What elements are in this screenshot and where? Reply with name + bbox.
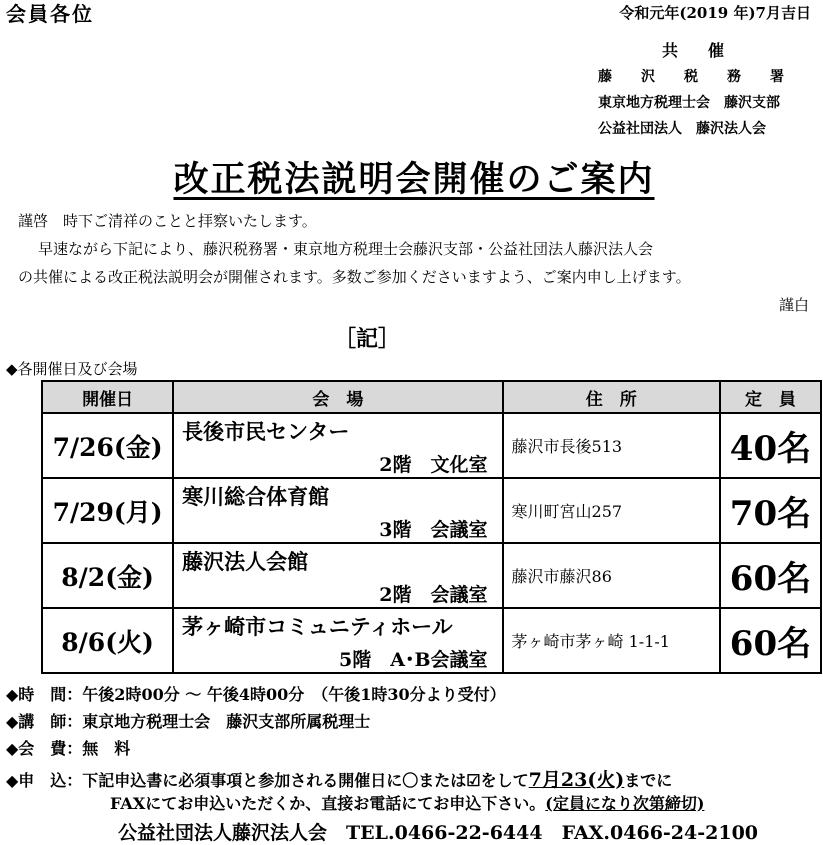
info-fee: ◆会 費：無 料 (6, 739, 131, 758)
venue-address: 寒川町宮山257 (503, 478, 720, 543)
table-header-row (42, 381, 821, 413)
venue-cell (173, 608, 502, 673)
venue-cell (173, 478, 502, 543)
session-date: 7/29(月) (42, 478, 173, 543)
table-row (42, 413, 821, 478)
header-address: 住 所 (503, 381, 720, 413)
venue-room: 2階 会議室 (379, 584, 488, 606)
apply-deadline: 7月23(火) (528, 769, 625, 791)
header-capacity: 定 員 (720, 381, 821, 413)
venue-cell (173, 413, 502, 478)
info-apply-line2 (110, 791, 704, 814)
header-venue: 会 場 (173, 381, 502, 413)
apply-suffix: までに (624, 771, 673, 790)
venue-address: 茅ヶ崎市茅ヶ崎 1-1-1 (503, 608, 720, 673)
organizers-heading: 共催 (662, 41, 755, 60)
capacity: 40名 (720, 413, 821, 478)
contact-info: 公益社団法人藤沢法人会 TEL.0466-22-6444 FAX.0466-24-2100 (118, 822, 759, 844)
venue-cell (173, 543, 502, 608)
session-date: 8/2(金) (42, 543, 173, 608)
capacity: 60名 (720, 608, 821, 673)
session-date: 8/6(火) (42, 608, 173, 673)
organizer-tax-accountants: 東京地方税理士会 藤沢支部 (598, 95, 780, 111)
info-apply (6, 765, 672, 792)
body-paragraph-1: 早速ながら下記により、藤沢税務署・東京地方税理士会藤沢支部・公益社団法人藤沢法人会 (38, 240, 654, 258)
venue-name: 寒川総合体育館 (182, 484, 330, 509)
apply-line2: FAXにてお申込いただくか、直接お電話にてお申込下さい。 (110, 794, 546, 813)
table-row (42, 478, 821, 543)
issue-date: 令和元年(2019 年)7月吉日 (619, 4, 811, 22)
page-title: 改正税法説明会開催のご案内 (173, 160, 655, 200)
apply-prefix: ◆申 込：下記申込書に必須事項と参加される開催日に〇または☑をして (6, 771, 529, 790)
header-date: 開催日 (42, 381, 173, 413)
schedule-label: ◆各開催日及び会場 (6, 360, 138, 378)
apply-note: (定員になり次第締切) (545, 794, 705, 813)
venue-room: 2階 文化室 (379, 454, 488, 476)
venue-name: 長後市民センター (182, 419, 350, 444)
venue-address: 藤沢市長後513 (503, 413, 720, 478)
venue-name: 藤沢法人会館 (182, 549, 309, 574)
venue-room: 3階 会議室 (379, 519, 488, 541)
organizer-tax-office: 藤沢税務署 (598, 69, 813, 85)
table-row (42, 543, 821, 608)
capacity: 70名 (720, 478, 821, 543)
capacity: 60名 (720, 543, 821, 608)
venue-name: 茅ヶ崎市コミュニティホール (182, 614, 453, 639)
venue-address: 藤沢市藤沢86 (503, 543, 720, 608)
title-wrap (14, 152, 814, 202)
closing: 謹白 (778, 296, 809, 314)
organizer-corporation-assoc: 公益社団法人 藤沢法人会 (598, 121, 766, 137)
venue-room: 5階 A･B会議室 (339, 649, 488, 671)
table-row (42, 608, 821, 673)
addressee: 会員各位 (6, 2, 94, 26)
info-lecturer: ◆講 師：東京地方税理士会 藤沢支部所属税理士 (6, 712, 371, 731)
body-paragraph-2: の共催による改正税法説明会が開催されます。多数ご参加くださいますよう、ご案内申し上げます。 (18, 268, 691, 286)
greeting: 謹啓 時下ご清祥のことと拝察いたします。 (18, 212, 317, 230)
schedule-table (41, 380, 822, 674)
ki-heading: ［記］ (334, 326, 401, 352)
session-date: 7/26(金) (42, 413, 173, 478)
info-time: ◆時 間：午後2時00分 ～ 午後4時00分 （午後1時30分より受付） (6, 685, 506, 704)
